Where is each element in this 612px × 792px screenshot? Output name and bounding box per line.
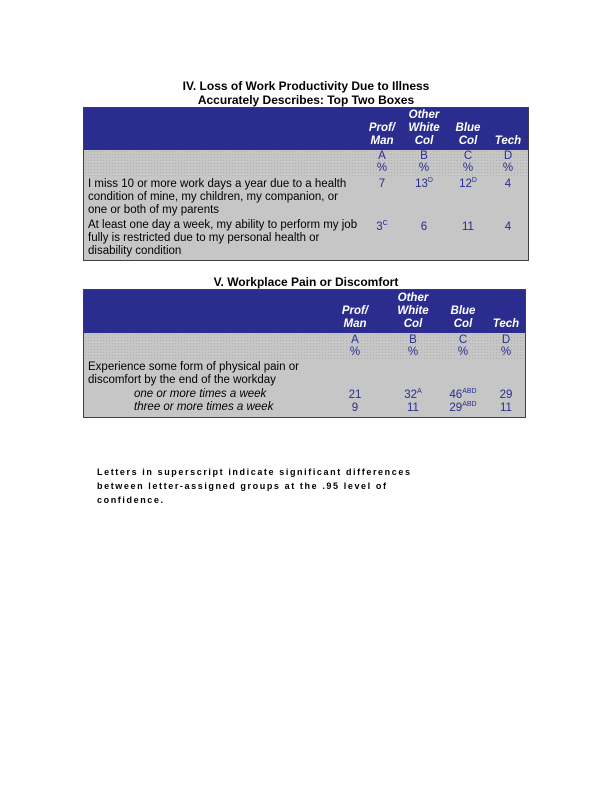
table5-title: V. Workplace Pain or Discomfort xyxy=(213,275,399,289)
t4-row2-c: 11 xyxy=(462,221,474,233)
t4-row1-b: $13^D$ xyxy=(415,177,433,190)
t5-subrow1-a: 21 xyxy=(348,389,362,401)
t4-row2-d: 4 xyxy=(504,221,512,233)
t5-row-label: Experience some form of physical pain or discomfort by the end of the workday xyxy=(88,361,299,386)
t4-letter-b: B % xyxy=(418,150,430,174)
table4-title-line2: Accurately Describes: Top Two Boxes xyxy=(197,93,415,107)
t4-header-prof: Prof/ Man xyxy=(368,122,396,147)
t5-header-tech: Tech xyxy=(492,318,520,330)
table4 xyxy=(83,107,529,261)
t5-subrow1-label: one or more times a week xyxy=(134,388,267,400)
t5-letter-b: B % xyxy=(407,334,419,358)
t4-row1-d: 4 xyxy=(504,178,512,190)
t5-subrow2-d: 11 xyxy=(500,402,512,414)
t5-header-blue: Blue Col xyxy=(450,305,476,330)
t4-row2-a: $3^C$ xyxy=(376,220,388,233)
t4-row1-a: 7 xyxy=(378,178,386,190)
t4-row2-b: 6 xyxy=(420,221,428,233)
t5-subrow1-c: $46^{ABD}$ xyxy=(449,388,477,401)
t5-header-prof: Prof/ Man xyxy=(341,305,369,330)
t5-subrow2-label: three or more times a week xyxy=(134,401,274,413)
footnote: Letters in superscript indicate significant differences between letter-assigned groups at the .95 level of confidence. xyxy=(97,467,412,505)
t4-header-white: Other White Col xyxy=(408,109,440,147)
t4-letter-c: C % xyxy=(462,150,474,174)
t4-header-tech: Tech xyxy=(494,135,522,147)
t4-letter-d: D % xyxy=(502,150,514,174)
t5-subrow1-d: 29 xyxy=(499,389,513,401)
t5-letter-a: A % xyxy=(349,334,361,358)
t5-subrow2-a: 9 xyxy=(351,402,359,414)
table4-title-line1: IV. Loss of Work Productivity Due to Illness xyxy=(182,79,430,93)
t5-subrow1-b: $32^A$ xyxy=(404,388,422,401)
t4-row2-label: At least one day a week, my ability to perform my job fully is restricted due to my personal health or disability condition xyxy=(88,219,358,257)
t5-subrow2-c: $29^{ABD}$ xyxy=(449,401,477,414)
table5 xyxy=(83,289,526,418)
t4-row1-label: I miss 10 or more work days a year due to a health condition of mine, my children, my companion, or one or both of my parents xyxy=(88,178,347,216)
t5-letter-c: C % xyxy=(457,334,469,358)
t4-row1-c: $12^D$ xyxy=(459,177,477,190)
t5-letter-d: D % xyxy=(500,334,512,358)
t5-header-white: Other White Col xyxy=(397,292,429,330)
t4-letter-a: A % xyxy=(376,150,388,174)
t5-subrow2-b: 11 xyxy=(407,402,419,414)
t4-header-blue: Blue Col xyxy=(455,122,481,147)
